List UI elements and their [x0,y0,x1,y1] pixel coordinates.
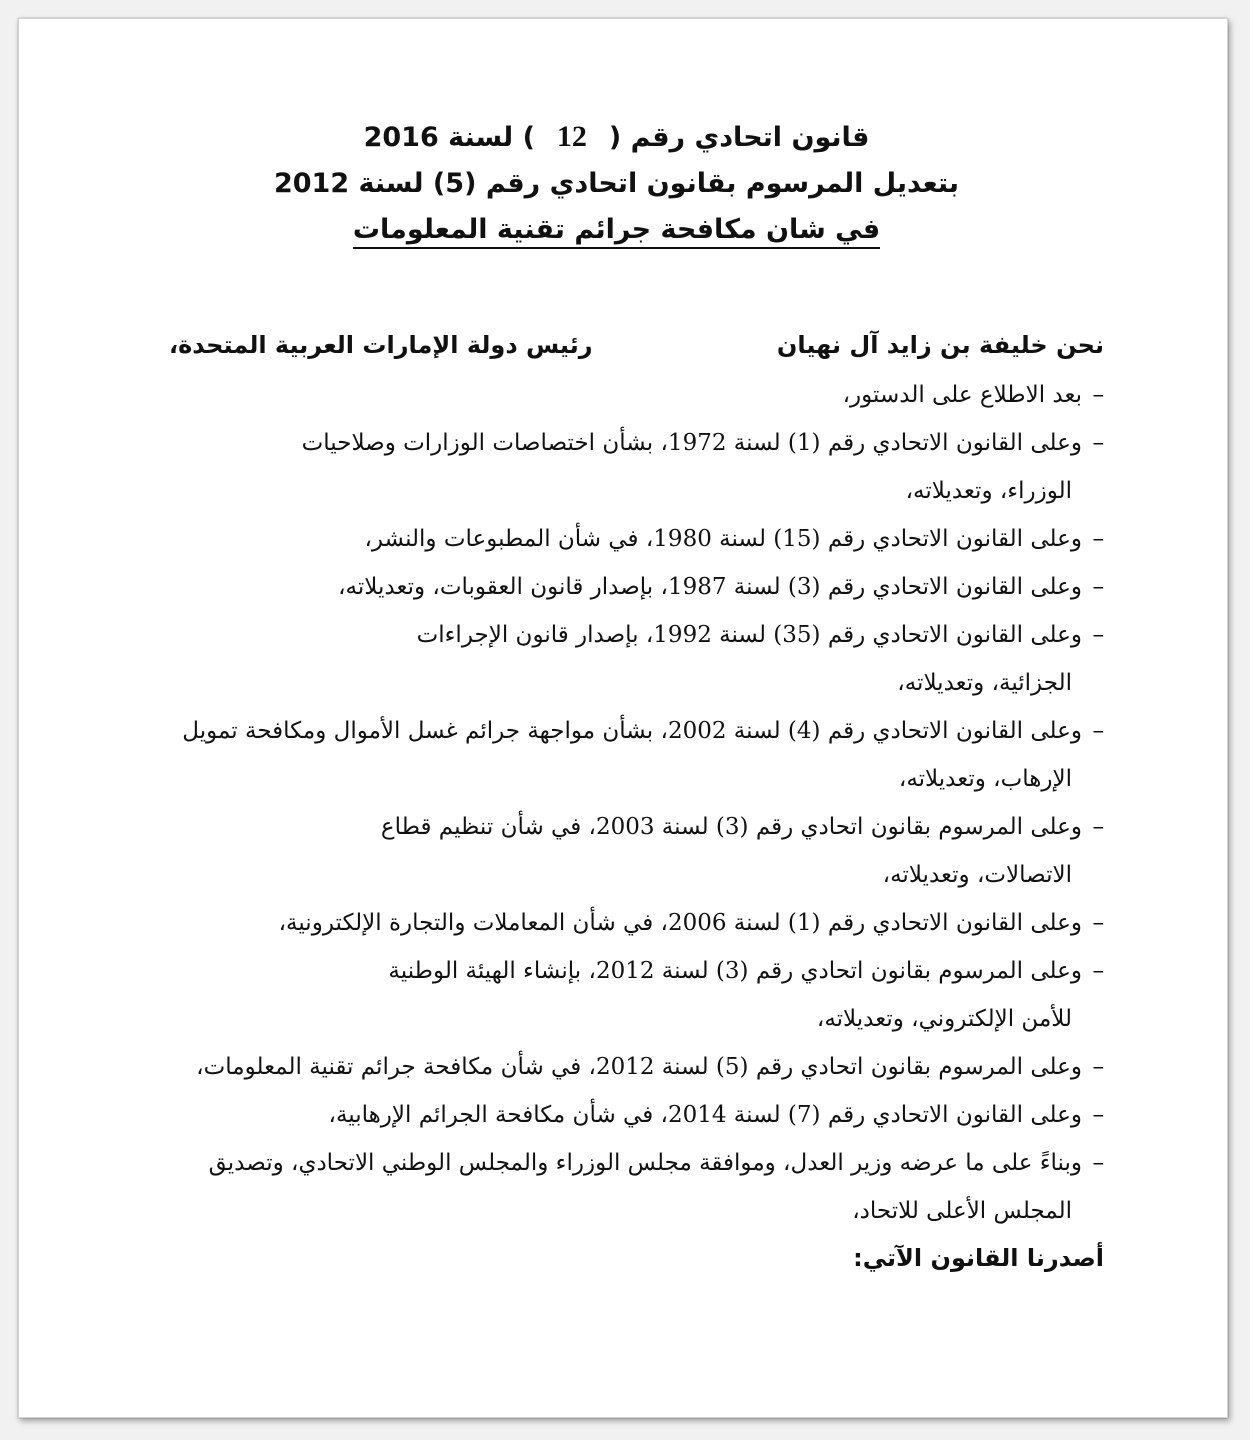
law-title-line [159,114,1104,161]
recital-item [159,611,1104,707]
recital-item [159,515,1104,563]
recital-item [159,1043,1104,1091]
recital-text-continued: الوزراء، وتعديلاته، [905,478,1072,504]
law-number: 12 [556,120,587,153]
document-content [159,114,1104,1305]
recital-text: وعلى المرسوم بقانون اتحادي رقم (3) لسنة 2012، بإنشاء الهيئة الوطنية [388,958,1082,984]
recital-item [159,707,1104,803]
preamble-title: رئيس دولة الإمارات العربية المتحدة، [169,331,593,359]
dash-bullet: – [1092,574,1104,600]
dash-bullet: – [1092,718,1104,744]
preamble-issuer: نحن خليفة بن زايد آل نهيان [776,331,1104,359]
recital-text: وعلى القانون الاتحادي رقم (3) لسنة 1987، بإصدار قانون العقوبات، وتعديلاته، [338,574,1082,600]
dash-bullet: – [1092,910,1104,936]
enactment-clause: أصدرنا القانون الآتي: [853,1244,1104,1272]
dash-bullet: – [1092,622,1104,648]
recital-item [159,803,1104,899]
dash-bullet: – [1092,526,1104,552]
law-subject: في شان مكافحة جرائم تقنية المعلومات [353,214,880,249]
recital-text: وعلى القانون الاتحادي رقم (4) لسنة 2002، بشأن مواجهة جرائم غسل الأموال ومكافحة تمويل [182,718,1082,744]
dash-bullet: – [1092,1102,1104,1128]
law-title-prefix: قانون اتحادي رقم ( [608,122,870,153]
recital-item [159,947,1104,1043]
recital-item [159,1139,1104,1235]
recital-text: وعلى القانون الاتحادي رقم (15) لسنة 1980، في شأن المطبوعات والنشر، [364,526,1082,552]
recital-text: وعلى القانون الاتحادي رقم (7) لسنة 2014، في شأن مكافحة الجرائم الإرهابية، [328,1102,1082,1128]
recital-text: وعلى المرسوم بقانون اتحادي رقم (3) لسنة 2003، في شأن تنظيم قطاع [380,814,1082,840]
recital-text-continued: الجزائية، وتعديلاته، [897,670,1072,696]
recital-text-continued: الإرهاب، وتعديلاته، [898,766,1072,792]
recital-text: وعلى القانون الاتحادي رقم (35) لسنة 1992، بإصدار قانون الإجراءات [416,622,1082,648]
dash-bullet: – [1092,1054,1104,1080]
recital-item [159,899,1104,947]
law-subject-line [159,207,1104,253]
dash-bullet: – [1092,382,1104,408]
law-title-suffix: ) لسنة 2016 [363,122,535,153]
recital-text: بعد الاطلاع على الدستور، [842,382,1082,408]
recital-item [159,419,1104,515]
recital-text-continued: الاتصالات، وتعديلاته، [882,862,1072,888]
recital-item [159,1091,1104,1139]
dash-bullet: – [1092,430,1104,456]
recital-text-continued: للأمن الإلكتروني، وتعديلاته، [816,1006,1072,1032]
recital-item [159,371,1104,419]
recital-text: وعلى المرسوم بقانون اتحادي رقم (5) لسنة 2012، في شأن مكافحة جرائم تقنية المعلومات، [196,1054,1082,1080]
dash-bullet: – [1092,1150,1104,1176]
recitals-list [159,371,1104,1235]
recital-text: وبناءً على ما عرضه وزير العدل، وموافقة مجلس الوزراء والمجلس الوطني الاتحادي، وتصديق [208,1150,1082,1176]
recital-text: وعلى القانون الاتحادي رقم (1) لسنة 1972، بشأن اختصاصات الوزارات وصلاحيات [301,430,1082,456]
recital-text-continued: المجلس الأعلى للاتحاد، [852,1198,1072,1224]
document-page [18,18,1228,1418]
recital-text: وعلى القانون الاتحادي رقم (1) لسنة 2006، في شأن المعاملات والتجارة الإلكترونية، [278,910,1082,936]
law-subtitle: بتعديل المرسوم بقانون اتحادي رقم (5) لسنة 2012 [273,168,960,199]
dash-bullet: – [1092,958,1104,984]
dash-bullet: – [1092,814,1104,840]
preamble [159,325,1104,365]
recital-item [159,563,1104,611]
